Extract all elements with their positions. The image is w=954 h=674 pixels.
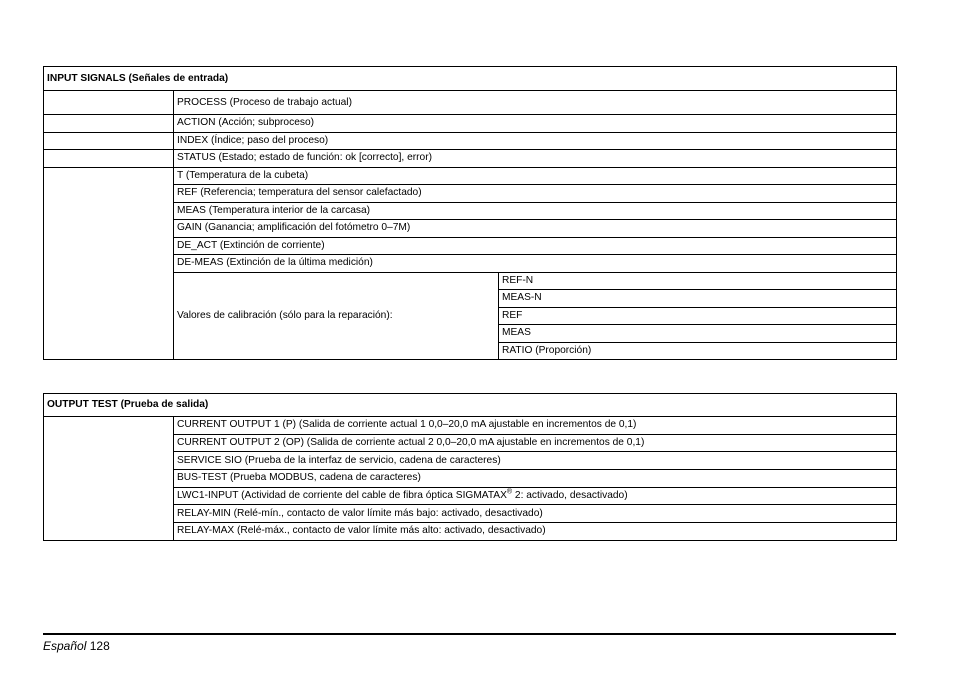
signal-process: PROCESS (Proceso de trabajo actual) [174,91,897,115]
page-footer [43,639,110,653]
footer-rule [43,633,896,635]
calibration-label: Valores de calibración (sólo para la reparación): [174,272,499,360]
calibration-value-meas-n: MEAS-N [499,290,897,308]
lwc1-text-suffix: 2: activado, desactivado) [512,490,628,502]
empty-cell [44,115,174,133]
output-test-header: OUTPUT TEST (Prueba de salida) [44,394,897,417]
signal-de-meas: DE-MEAS (Extinción de la última medición) [174,255,897,273]
output-bus-test: BUS-TEST (Prueba MODBUS, cadena de caracteres) [174,470,897,488]
empty-cell [44,91,174,115]
output-relay-max: RELAY-MAX (Relé-máx., contacto de valor límite más alto: activado, desactivado) [174,523,897,541]
empty-cell [44,167,174,360]
input-signals-table [43,66,897,360]
calibration-value-ratio: RATIO (Proporción) [499,342,897,360]
page-number: 128 [89,639,110,653]
lwc1-text: LWC1-INPUT (Actividad de corriente del cable de fibra óptica SIGMATAX [177,490,507,502]
calibration-value-ref-n: REF-N [499,272,897,290]
output-relay-min: RELAY-MIN (Relé-mín., contacto de valor límite más bajo: activado, desactivado) [174,505,897,523]
empty-cell [44,150,174,168]
output-current-1: CURRENT OUTPUT 1 (P) (Salida de corriente actual 1 0,0–20,0 mA ajustable en incrementos de 0,1) [174,417,897,435]
calibration-value-ref: REF [499,307,897,325]
signal-de-act: DE_ACT (Extinción de corriente) [174,237,897,255]
output-lwc1-input [174,487,897,505]
calibration-value-meas: MEAS [499,325,897,343]
signal-ref: REF (Referencia; temperatura del sensor calefactado) [174,185,897,203]
signal-action: ACTION (Acción; subproceso) [174,115,897,133]
signal-status: STATUS (Estado; estado de función: ok [correcto], error) [174,150,897,168]
footer-language: Español [43,639,87,653]
input-signals-header: INPUT SIGNALS (Señales de entrada) [44,67,897,91]
registered-mark: ® [506,488,513,496]
empty-cell [44,132,174,150]
output-current-2: CURRENT OUTPUT 2 (OP) (Salida de corriente actual 2 0,0–20,0 mA ajustable en incrementos de 0,1) [174,434,897,452]
empty-cell [44,417,174,541]
output-service-sio: SERVICE SIO (Prueba de la interfaz de servicio, cadena de caracteres) [174,452,897,470]
output-test-table [43,393,897,541]
signal-meas: MEAS (Temperatura interior de la carcasa) [174,202,897,220]
signal-gain: GAIN (Ganancia; amplificación del fotómetro 0–7M) [174,220,897,238]
signal-t: T (Temperatura de la cubeta) [174,167,897,185]
signal-index: INDEX (Índice; paso del proceso) [174,132,897,150]
